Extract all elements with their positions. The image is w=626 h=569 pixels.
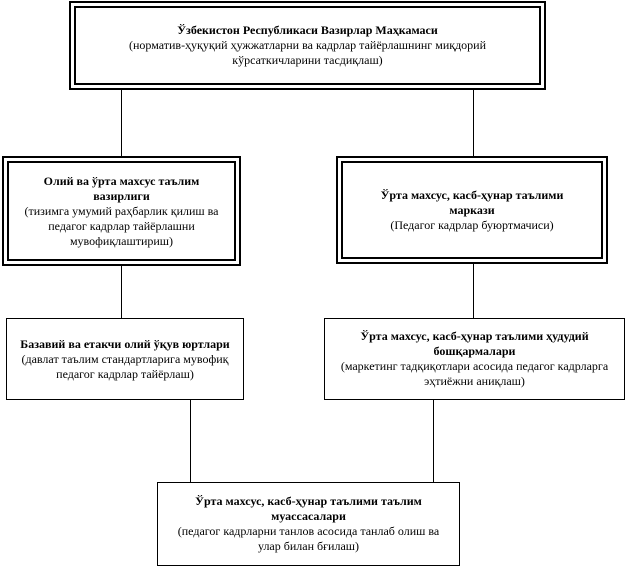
- connector-universities-institutions: [190, 399, 191, 483]
- connector-cabinet-center: [473, 89, 474, 157]
- box-institutions-subtitle: (педагог кадрларни танлов асосида танлаб олиш ва улар билан бғилаш): [177, 524, 440, 553]
- box-ministry-subtitle: (тизимга умумий раҳбарлик қилиш ва педагог кадрлар тайёрлашни мувофиқлаштириш): [24, 203, 219, 248]
- box-vocational-center: [336, 156, 608, 264]
- box-cabinet-of-ministers: [69, 1, 546, 90]
- box-cabinet-title: Ўзбекистон Республикаси Вазирлар Маҳкамаси: [177, 23, 438, 37]
- box-universities: [6, 318, 244, 400]
- box-educational-institutions: [157, 482, 460, 566]
- connector-center-regional: [473, 263, 474, 318]
- box-regional-title: Ўрта махсус, касб-ҳунар таълими ҳудудий бошқармалари: [360, 329, 589, 358]
- box-institutions-title: Ўрта махсус, касб-ҳунар таълими таълим муассасалари: [195, 494, 422, 523]
- box-universities-title: Базавий ва етакчи олий ўқув юртлари: [20, 336, 230, 351]
- connector-ministry-universities: [121, 265, 122, 318]
- box-ministry: [2, 156, 241, 266]
- connector-regional-institutions: [433, 399, 434, 483]
- box-universities-subtitle: (давлат таълим стандартларига мувофиқ педагог кадрлар тайёрлаш): [21, 351, 229, 381]
- box-cabinet-subtitle: (норматив-ҳуқуқий ҳужжатларни ва кадрлар тайёрлашнинг миқдорий кўрсаткичларини тасдиқлаш): [128, 38, 487, 67]
- box-regional-subtitle: (маркетинг тадқиқотлари асосида педагог кадрларга эҳтиёжни аниқлаш): [340, 359, 609, 388]
- box-regional-departments: [324, 318, 625, 400]
- box-ministry-title: Олий ва ўрта махсус таълим вазирлиги: [43, 173, 200, 203]
- box-center-title: Ўрта махсус, касб-ҳунар таълими маркази: [380, 187, 564, 217]
- box-center-subtitle: (Педагог кадрлар буюртмачиси): [390, 217, 554, 232]
- connector-cabinet-ministry: [121, 89, 122, 157]
